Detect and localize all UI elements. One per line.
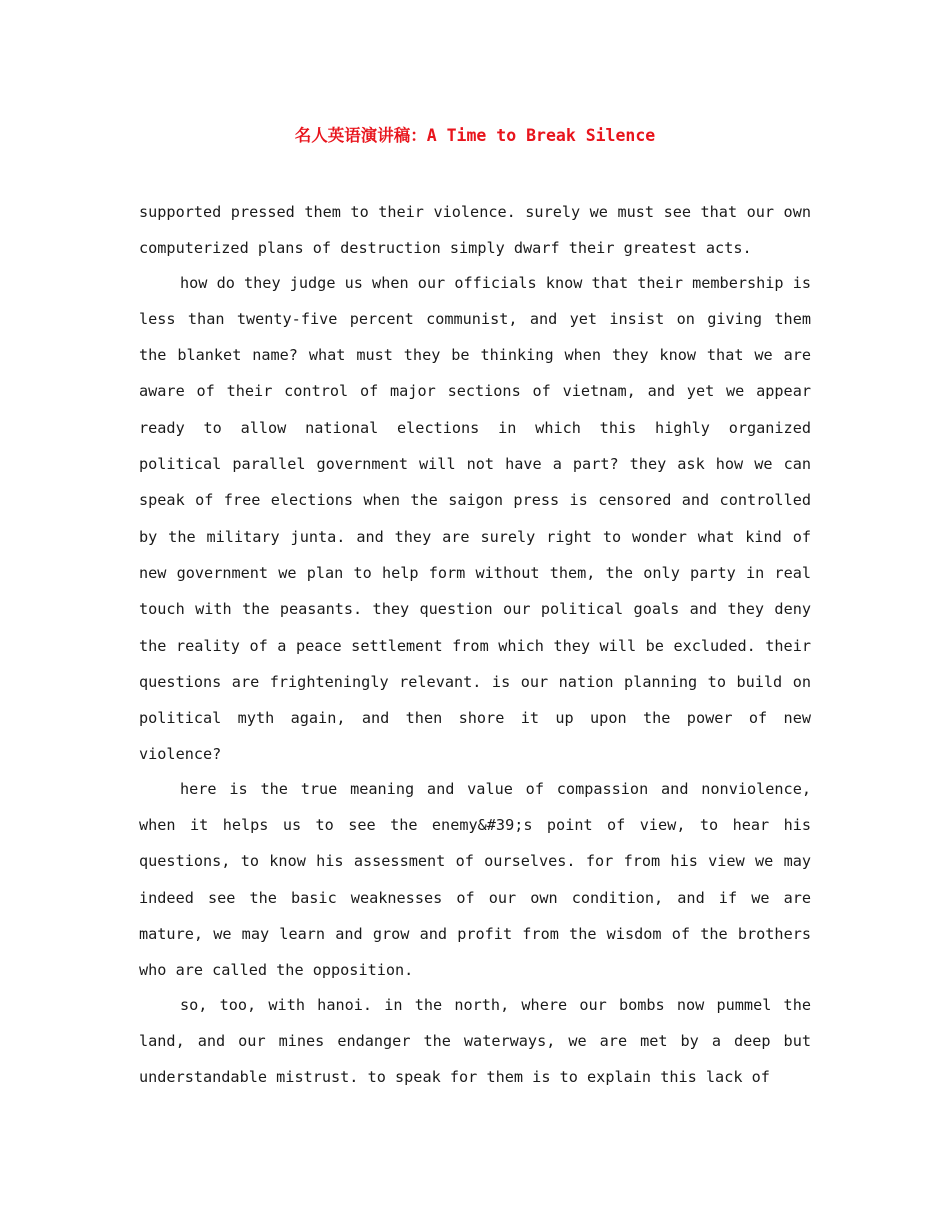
paragraph-4: so, too, with hanoi. in the north, where our bombs now pummel the land, and our mines endanger the waterways, we are met by a deep but understandable mistrust. to speak for them is to explain this lack of: [139, 995, 811, 1087]
page-title: 名人英语演讲稿：A Time to Break Silence: [294, 126, 656, 145]
paragraph-1: supported pressed them to their violence. surely we must see that our own computerized plans of destruction simply dwarf their greatest acts.: [139, 203, 811, 258]
paragraph-2: how do they judge us when our officials know that their membership is less than twenty-five percent communist, and yet insist on giving them the blanket name? what must they be thinking when they know that we are aware of their control of major sections of vietnam, and yet we appear ready to allow national elections in which this highly organized political parallel government will not have a part? they ask how we can speak of free elections when the saigon press is censored and controlled by the military junta. and they are surely right to wonder what kind of new government we plan to help form without them, the only party in real touch with the peasants. they question our political goals and they deny the reality of a peace settlement from which they will be excluded. their questions are frighteningly relevant. is our nation planning to build on political myth again, and then shore it up upon the power of new violence?: [139, 273, 811, 764]
paragraph-3: here is the true meaning and value of compassion and nonviolence, when it helps us to see the enemy&#39;s point of view, to hear his questions, to know his assessment of ourselves. for from his view we may indeed see the basic weaknesses of our own condition, and if we are mature, we may learn and grow and profit from the wisdom of the brothers who are called the opposition.: [139, 779, 811, 980]
document-body: [139, 194, 811, 1093]
